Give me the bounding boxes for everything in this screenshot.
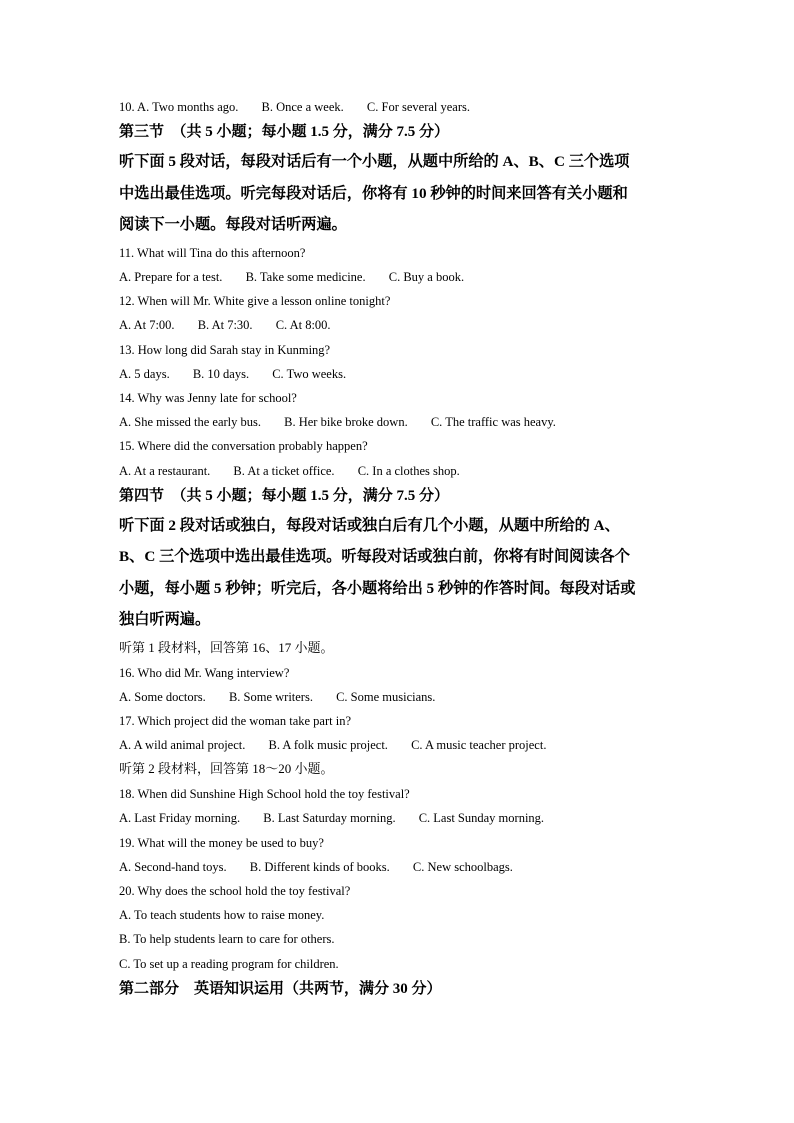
option: B. Her bike broke down. <box>284 415 408 430</box>
option: B. Take some medicine. <box>245 269 366 284</box>
option: A. At a restaurant. <box>119 463 211 478</box>
material2-note: 听第 2 段材料，回答第 18～20 小题。 <box>119 761 334 777</box>
question-stem: 14. Why was Jenny late for school? <box>119 390 297 405</box>
question-options <box>119 855 674 879</box>
option: C. A music teacher project. <box>411 738 547 753</box>
question-options <box>119 410 674 434</box>
section4-heading: 第四节 （共 5 小题；每小题 1.5 分，满分 7.5 分） <box>119 487 450 504</box>
option: C. In a clothes shop. <box>357 463 460 478</box>
option: A. 5 days. <box>119 366 170 381</box>
option: A. Last Friday morning. <box>119 811 241 826</box>
option: C. The traffic was heavy. <box>430 415 556 430</box>
question-stem: 11. What will Tina do this afternoon? <box>119 245 306 260</box>
section3-instruction-line: 听下面 5 段对话，每段对话后有一个小题，从题中所给的 A、B、C 三个选项 <box>119 153 630 171</box>
option: B. At a ticket office. <box>233 463 335 478</box>
question-stem: 17. Which project did the woman take part in? <box>119 713 351 728</box>
section3-instruction-line: 阅读下一小题。每段对话听两遍。 <box>119 216 347 234</box>
option: A. Some doctors. <box>119 689 206 704</box>
question-stem: 13. How long did Sarah stay in Kunming? <box>119 342 331 357</box>
section4-instruction-line: 独白听两遍。 <box>119 611 211 629</box>
section3-instruction-line: 中选出最佳选项。听完每段对话后，你将有 10 秒钟的时间来回答有关小题和 <box>119 184 628 202</box>
option: C. Some musicians. <box>336 689 436 704</box>
option: A. Second-hand toys. <box>119 859 227 874</box>
question-options <box>119 733 674 757</box>
option: C. To set up a reading program for children. <box>119 956 339 971</box>
option: C. Buy a book. <box>388 269 465 284</box>
option: A. At 7:00. <box>119 318 175 333</box>
option: B. Last Saturday morning. <box>263 811 396 826</box>
option: C. Last Sunday morning. <box>418 811 545 826</box>
question-options <box>119 313 674 337</box>
section3-heading: 第三节 （共 5 小题；每小题 1.5 分，满分 7.5 分） <box>119 124 450 141</box>
question-options <box>119 265 674 289</box>
section4-instruction-line: B、C 三个选项中选出最佳选项。听每段对话或独白前，你将有时间阅读各个 <box>119 548 630 566</box>
option: B. 10 days. <box>192 366 250 381</box>
section4-instruction-line: 小题，每小题 5 秒钟；听完后，各小题将给出 5 秒钟的作答时间。每段对话或 <box>119 579 636 597</box>
option: A. Prepare for a test. <box>119 269 223 284</box>
option: C. Two weeks. <box>272 366 347 381</box>
question-stem: 18. When did Sunshine High School hold the toy festival? <box>119 787 410 802</box>
option: C. New schoolbags. <box>412 859 513 874</box>
option: B. Some writers. <box>228 689 313 704</box>
question-options <box>119 685 674 709</box>
material1-note: 听第 1 段材料，回答第 16、17 小题。 <box>119 639 334 655</box>
q10-option-a: 10. A. Two months ago. <box>119 100 239 114</box>
question-options <box>119 362 674 386</box>
section4-instruction-line: 听下面 2 段对话或独白，每段对话或独白后有几个小题，从题中所给的 A、 <box>119 516 620 534</box>
q10-option-c: C. For several years. <box>366 100 471 114</box>
question-stem: 12. When will Mr. White give a lesson online tonight? <box>119 294 391 309</box>
question-options <box>119 459 674 483</box>
question-stem: 19. What will the money be used to buy? <box>119 835 324 850</box>
option: B. To help students learn to care for others. <box>119 932 335 947</box>
option: A. To teach students how to raise money. <box>119 908 325 923</box>
part2-heading: 第二部分 英语知识运用（共两节，满分 30 分） <box>119 980 442 997</box>
option: B. At 7:30. <box>197 318 253 333</box>
q10-option-b: B. Once a week. <box>261 100 344 114</box>
option: B. A folk music project. <box>268 738 388 753</box>
question-options <box>119 806 674 830</box>
option: A. She missed the early bus. <box>119 415 261 430</box>
q10-options <box>119 95 674 119</box>
option: C. At 8:00. <box>275 318 331 333</box>
option: B. Different kinds of books. <box>249 859 390 874</box>
question-stem: 16. Who did Mr. Wang interview? <box>119 665 290 680</box>
question-stem: 20. Why does the school hold the toy festival? <box>119 883 351 898</box>
question-stem: 15. Where did the conversation probably happen? <box>119 439 368 454</box>
option: A. A wild animal project. <box>119 738 246 753</box>
